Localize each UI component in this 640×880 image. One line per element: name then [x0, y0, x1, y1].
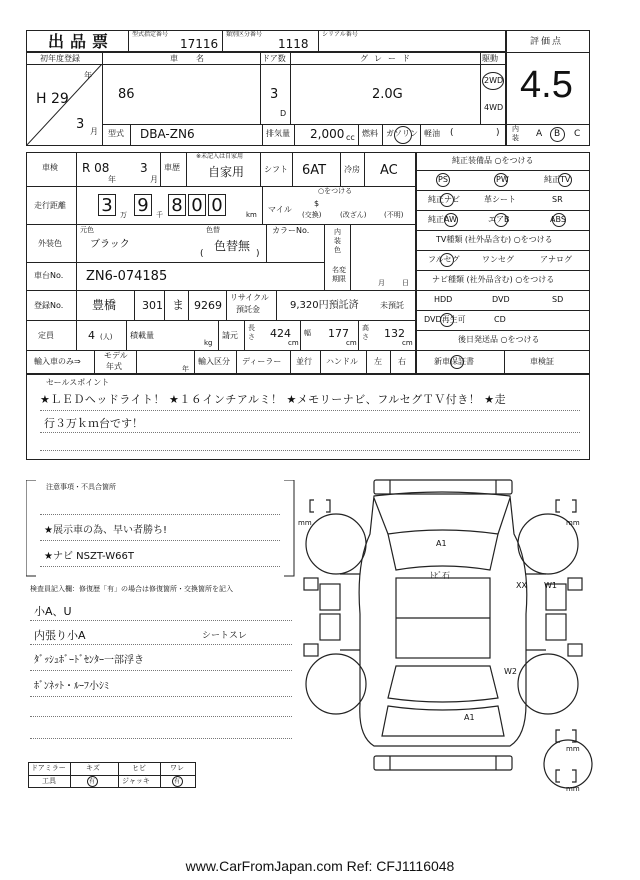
reg-num1: 301: [142, 299, 163, 312]
month-suffix: 月: [90, 127, 98, 136]
tv-title: TV種類 (社外品含む) ○をつける: [436, 235, 553, 244]
diag-w2: W2: [504, 667, 517, 676]
notes-label: 注意事項・不具合箇所: [46, 483, 116, 491]
equip-ps-circle: [436, 173, 450, 187]
chassis-value: ZN6-074185: [86, 269, 168, 284]
wid-unit: cm: [346, 339, 357, 347]
import-right: 右: [398, 357, 406, 366]
mileage-digit-4: 0: [188, 194, 206, 216]
navi-title: ナビ種類 (社外品含む) ○をつける: [432, 275, 555, 284]
disp-label: 排気量: [266, 129, 290, 138]
sales-line-2: 行３万ｋｍ台です！: [44, 417, 143, 430]
reg-label: 登録No.: [34, 301, 64, 310]
score-label: 評価点: [530, 37, 564, 47]
class-label: 類別区分番号: [226, 31, 263, 38]
shaken-value: R 08: [82, 161, 110, 175]
tools-r-jack: ジャッキ: [122, 777, 150, 785]
shaken-label: 車検: [42, 163, 58, 172]
mileage-unknown: (不明): [384, 211, 404, 219]
load-label: 積載量: [130, 331, 154, 340]
later-shakensho: 車検証: [530, 357, 554, 366]
later-warranty-circle: [450, 355, 464, 369]
import-class-label: 輸入区分: [198, 357, 230, 366]
equip-tv: 純正TV: [544, 175, 571, 184]
reg-kana: ま: [172, 298, 185, 312]
use-value: 自家用: [208, 165, 245, 179]
diag-mm-1: mm: [298, 519, 312, 527]
color-code-bracket-close: ): [256, 249, 260, 259]
mileage-digit-3: 8: [168, 194, 186, 216]
import-handle: ハンドル: [326, 357, 358, 366]
navi-sd: SD: [552, 295, 564, 304]
equip-aw-circle: [444, 213, 458, 227]
mileage-digit-2: 9: [134, 194, 152, 216]
equip-airbag-circle: [494, 213, 508, 227]
equip-abs: ABS: [550, 215, 566, 224]
later-warranty: 新車保証書: [434, 357, 474, 366]
tools-h-kizu: キズ: [86, 764, 100, 772]
score-value: 4.5: [520, 64, 573, 106]
first-reg-label: 初年度登録: [40, 54, 80, 63]
notes-line-1: ★展示車の為、早い者勝ち!: [44, 525, 167, 536]
car-name-value: 86: [118, 87, 135, 102]
recycle-label-2: 預託金: [236, 305, 260, 314]
first-reg-month: 3: [76, 117, 85, 132]
import-left: 左: [374, 357, 382, 366]
color-orig-label: 元色: [80, 226, 94, 234]
cap-label: 定員: [38, 331, 54, 340]
mileage-digit-1: 3: [98, 194, 116, 216]
later-title: 後日発送品 ○をつける: [458, 335, 540, 344]
model-label: 型式: [108, 129, 124, 138]
sheet-title: 出品票: [48, 32, 115, 51]
drive-label: 駆動: [482, 54, 498, 63]
ac-label: 冷房: [344, 165, 360, 174]
import-year-suffix: 年: [182, 365, 189, 373]
equip-navi: 純正ナビ: [428, 195, 460, 204]
ac-value: AC: [380, 163, 398, 178]
equip-tv-circle: [558, 173, 572, 187]
inspector-line-2: 内張り小A: [34, 629, 86, 642]
inspector-line-2b: シートスレ: [202, 631, 247, 641]
diag-tobi: ﾄﾋﾞ石: [430, 571, 450, 580]
int-color-label: 内装色: [334, 228, 341, 254]
use-note: ※未記入は自家用: [196, 153, 244, 160]
equip-leather: 革シート: [484, 195, 516, 204]
reg-place: 豊橋: [92, 298, 117, 312]
interior-label-2: 装: [512, 134, 519, 142]
inspector-line-1: 小A、U: [34, 605, 72, 618]
diag-w1: W1: [544, 581, 557, 590]
tools-h-hibi: ヒビ: [132, 764, 146, 772]
drive-4wd: 4WD: [484, 103, 504, 112]
oil-bracket-close: ): [496, 128, 500, 138]
recycle-status: 未預託: [380, 301, 404, 310]
drive-2wd: 2WD: [484, 76, 504, 85]
chassis-day: 日: [402, 279, 409, 287]
class-value: 1118: [278, 37, 309, 51]
type-sub-label: 請元: [222, 331, 238, 340]
color-code-bracket: (: [200, 249, 204, 259]
fuel-circle: [394, 126, 412, 144]
diag-a1-top: A1: [436, 539, 447, 548]
diag-a1-bot: A1: [464, 713, 475, 722]
name-label: 車名: [170, 54, 222, 63]
interior-label-1: 内: [512, 125, 519, 133]
inspector-line-3: ﾀﾞｯｼｭﾎﾞｰﾄﾞｾﾝﾀｰ一部浮き: [34, 655, 144, 666]
fuel-value: ガソリン: [386, 129, 418, 138]
interior-b: B: [554, 129, 561, 139]
sales-label: セールスポイント: [46, 378, 110, 387]
mileage-dollar: $: [314, 199, 320, 208]
import-dealer: ディーラー: [242, 357, 282, 366]
type-value: 17116: [180, 37, 219, 51]
mileage-mile: マイル: [268, 205, 292, 214]
doors-suffix: D: [280, 109, 287, 118]
tools-r-tool: 工具: [42, 777, 56, 785]
color-no-label: カラーNo.: [272, 226, 310, 235]
color-orig-value: ブラック: [90, 239, 130, 250]
wid-value: 177: [328, 327, 349, 340]
reg-num2: 9269: [194, 299, 222, 312]
doors-label: ドア数: [262, 54, 286, 63]
hgt-value: 132: [384, 327, 405, 340]
tv-full: フルセグ: [428, 255, 460, 264]
notes-line-2: ★ナビ NSZT-W66T: [44, 551, 134, 562]
diag-mm-4: mm: [566, 785, 580, 793]
navi-dvd-play: DVD再生可: [424, 315, 466, 324]
tv-full-circle: [440, 253, 454, 267]
tools-r-jack-val: 有: [174, 778, 181, 785]
shaken-year-suffix: 年: [108, 175, 116, 184]
hgt-unit: cm: [402, 339, 413, 347]
import-parallel: 並行: [296, 357, 312, 366]
navi-hdd: HDD: [434, 295, 453, 304]
mileage-unit: km: [246, 211, 257, 219]
model-year-1: モデル: [104, 351, 128, 360]
wid-label: 幅: [304, 329, 311, 337]
grade-value: 2.0G: [372, 87, 403, 102]
first-reg-era: H 29: [36, 91, 69, 107]
import-label: 輸入車のみ⇒: [34, 357, 81, 366]
tv-one: ワンセグ: [482, 255, 514, 264]
recycle-value: 9,320円預託済: [290, 300, 359, 311]
interior-c: C: [574, 129, 581, 139]
navi-dvd: DVD: [492, 295, 510, 304]
car-diagram: [290, 474, 600, 814]
navi-cd: CD: [494, 315, 506, 324]
serial-label: シリアル番号: [322, 31, 358, 38]
recycle-label-1: リサイクル: [230, 293, 269, 302]
mileage-tamper: (改ざん): [340, 211, 367, 219]
footer-ref: www.CarFromJapan.com Ref: CFJ1116048: [185, 858, 455, 874]
shaken-month: 3: [140, 161, 148, 175]
equip-ps: PS: [438, 175, 448, 184]
diag-mm-3: mm: [566, 745, 580, 753]
equip-pw-circle: [494, 173, 508, 187]
equip-abs-circle: [552, 213, 566, 227]
mileage-label: 走行距離: [34, 201, 66, 210]
color-code-label: 色替: [206, 226, 220, 234]
mileage-digit-5: 0: [208, 194, 226, 216]
diag-xx: XX: [516, 581, 527, 590]
cap-unit: (人): [100, 333, 113, 341]
model-value: DBA-ZN6: [140, 127, 195, 141]
tv-analog: アナログ: [540, 255, 572, 264]
fuel-label: 燃料: [362, 129, 378, 138]
tools-r-tool-val: 有: [89, 778, 96, 785]
hgt-label: 高さ: [362, 324, 369, 341]
disp-unit: cc: [346, 133, 355, 142]
inspector-label: 検査員記入欄：修復歴「有」の場合は修復箇所・交換箇所を記入: [30, 585, 233, 593]
len-value: 424: [270, 327, 291, 340]
oil-bracket: (: [450, 128, 454, 138]
interior-a: A: [536, 129, 543, 139]
shift-label: シフト: [264, 165, 288, 174]
len-label: 長さ: [248, 324, 255, 341]
tools-h-ware: ワレ: [170, 764, 184, 772]
equip-airbag: エアB: [488, 215, 510, 224]
equip-title: 純正装備品 ○をつける: [452, 156, 534, 165]
year-suffix: 年: [84, 71, 92, 80]
chassis-label: 車台No.: [34, 271, 64, 280]
diag-mm-2: mm: [566, 519, 580, 527]
chassis-month: 月: [378, 279, 385, 287]
mileage-exchange: (交換): [302, 211, 322, 219]
mileage-opt-note: ○をつける: [318, 187, 353, 195]
equip-navi-circle: [440, 193, 454, 207]
tools-h-mirror: ドアミラー: [31, 764, 66, 772]
equip-sr: SR: [552, 195, 563, 204]
sales-line-1: ★ＬＥＤヘッドライト！ ★１６インチアルミ！ ★メモリーナビ、フルセグＴＶ付き！ ★走: [40, 393, 507, 406]
chassis-change-label: 名変期限: [332, 266, 346, 283]
shift-value: 6AT: [302, 163, 327, 178]
load-unit: kg: [204, 339, 213, 347]
model-year-2: 年式: [106, 362, 122, 371]
cap-value: 4: [88, 329, 95, 342]
oil-label: 軽油: [424, 129, 440, 138]
mileage-sen: 千: [156, 211, 163, 219]
grade-label: グレード: [360, 54, 416, 63]
equip-pw: PW: [496, 175, 509, 184]
len-unit: cm: [288, 339, 299, 347]
color-code-value: 色替無: [214, 239, 251, 253]
doors-value: 3: [270, 87, 279, 102]
navi-dvd-play-circle: [440, 313, 454, 327]
mileage-man: 万: [120, 211, 127, 219]
use-label: 車歴: [164, 163, 180, 172]
inspector-line-4: ﾎﾞﾝﾈｯﾄ・ﾙｰﾌ小ｼﾐ: [34, 681, 109, 692]
shaken-month-suffix: 月: [150, 175, 158, 184]
disp-value: 2,000: [310, 127, 345, 141]
equip-aw: 純正AW: [428, 215, 457, 224]
color-label: 外装色: [38, 239, 62, 248]
type-label: 型式指定番号: [132, 31, 169, 38]
